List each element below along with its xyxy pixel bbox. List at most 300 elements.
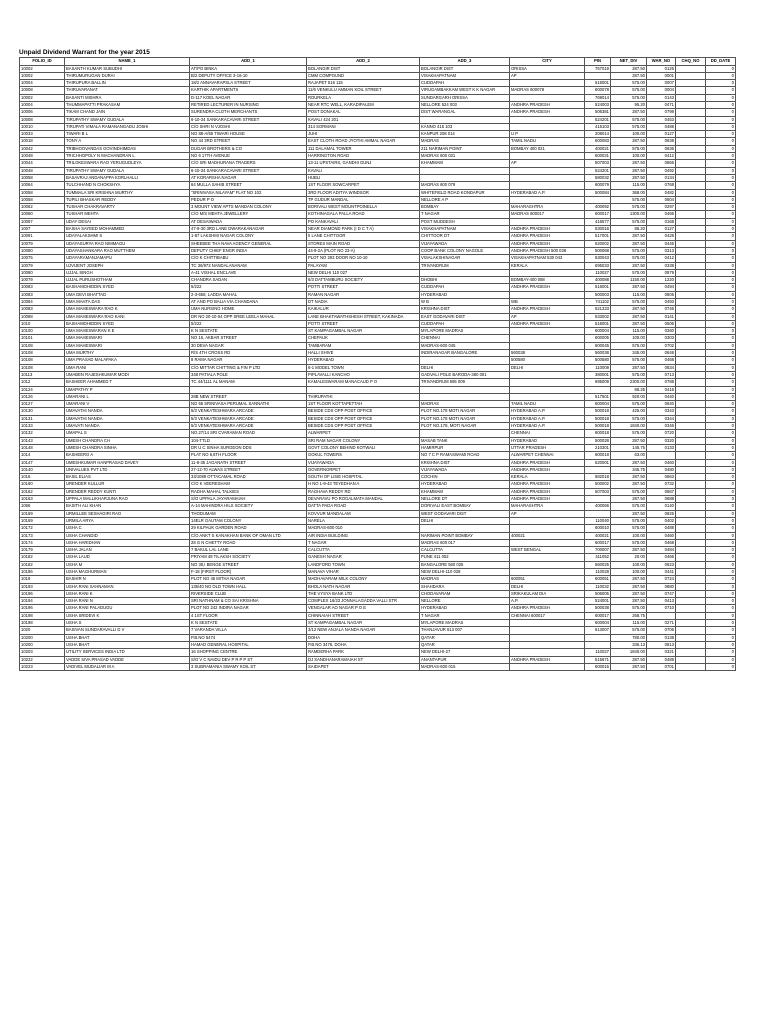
net-div-cell: 100.00 xyxy=(611,568,647,575)
war-no-cell: 0746 xyxy=(647,306,676,313)
table-row xyxy=(20,561,736,568)
pin-cell: 400066 xyxy=(585,503,611,510)
chq-no-cell xyxy=(676,430,706,437)
column-header: ADD_2 xyxy=(307,58,420,66)
chq-no-cell xyxy=(676,328,706,335)
address2-cell: EAST CLOTH ROAD JYOTHI AMMAL NAGAR xyxy=(307,138,420,145)
address1-cell: RADHA MAHAL TALKIES xyxy=(190,488,307,495)
address1-cell: AT DESAIWADA xyxy=(190,218,307,225)
address1-cell: 29 KILPAUK GARDEN ROAD xyxy=(190,525,307,532)
table-row xyxy=(20,335,736,342)
folio-cell: 1020 xyxy=(20,627,65,634)
chq-no-cell xyxy=(676,605,706,612)
folio-cell: 1066 xyxy=(20,503,65,510)
pin-cell: 415103 xyxy=(585,123,611,130)
name-cell: USHA S xyxy=(65,620,190,627)
city-cell: AP xyxy=(510,160,585,167)
address3-cell: NARIMAN POINT BOMBAY xyxy=(420,532,510,539)
chq-no-cell xyxy=(676,554,706,561)
address1-cell: UMA NURSING HOME xyxy=(190,306,307,313)
war-no-cell: 0710 xyxy=(647,605,676,612)
address3-cell: VISALAKSHINAGAR xyxy=(420,255,510,262)
table-row xyxy=(20,466,736,473)
folio-cell: 1016 xyxy=(20,474,65,481)
folio-cell: 10083 xyxy=(20,284,65,291)
chq-no-cell xyxy=(676,452,706,459)
dd-date-cell: 0 xyxy=(706,496,736,503)
name-cell: URMILA ARYA xyxy=(65,517,190,524)
table-row xyxy=(20,364,736,371)
column-header: CITY xyxy=(510,58,585,66)
address3-cell: CALCUTTA xyxy=(420,547,510,554)
address2-cell: RAJAPET 516 115 xyxy=(307,80,420,87)
name-cell: UMAVATHI NANDA xyxy=(65,415,190,422)
address1-cell: TC 44/1111 AL MANAM xyxy=(190,379,307,386)
table-row xyxy=(20,401,736,408)
dd-date-cell: 0 xyxy=(706,371,736,378)
pin-cell: 416577 xyxy=(585,218,611,225)
city-cell: ANDHRA PRADESH 500 036 xyxy=(510,247,585,254)
folio-cell: 10133 xyxy=(20,423,65,430)
address3-cell: POST MUDDESH xyxy=(420,218,510,225)
address3-cell: MADRAS-600 015 xyxy=(420,663,510,670)
city-cell: ANDHRA PRADESH xyxy=(510,101,585,108)
name-cell: USHA BHAT xyxy=(65,641,190,648)
address3-cell: CHODAVARAM xyxy=(420,590,510,597)
address1-cell: C/O M/S MEHTA JEWELLERY xyxy=(190,211,307,218)
city-cell xyxy=(510,167,585,174)
folio-cell: 10147 xyxy=(20,459,65,466)
address2-cell: POST DONAKAL xyxy=(307,109,420,116)
city-cell: WEST BENGAL xyxy=(510,547,585,554)
pin-cell: 767019 xyxy=(585,65,611,72)
address3-cell: COCHIN xyxy=(420,474,510,481)
pin-cell: 600078 xyxy=(585,87,611,94)
pin-cell: 110040 xyxy=(585,517,611,524)
pin-cell: 500068 xyxy=(585,247,611,254)
war-no-cell: 0428 xyxy=(647,233,676,240)
folio-cell: 10075 xyxy=(20,255,65,262)
city-cell xyxy=(510,218,585,225)
net-div-cell: 287.50 xyxy=(611,576,647,583)
name-cell: UMA MAHESWARI xyxy=(65,342,190,349)
table-row xyxy=(20,284,736,291)
name-cell: UMA MAHESWARA RAO KANI xyxy=(65,313,190,320)
dd-date-cell: 0 xyxy=(706,335,736,342)
name-cell: TIRUPATI VIMALA RAMANANGADU JOSHI xyxy=(65,123,190,130)
city-cell: MADRAS 600078 xyxy=(510,87,585,94)
name-cell: USHA HARIDHAN xyxy=(65,539,190,546)
name-cell: TUSHAR MEHTA xyxy=(65,211,190,218)
pin-cell: 500084 xyxy=(585,189,611,196)
pin-cell: 517001 xyxy=(585,233,611,240)
net-div-cell: 100.00 xyxy=(611,131,647,138)
chq-no-cell xyxy=(676,226,706,233)
dd-date-cell: 0 xyxy=(706,510,736,517)
address2-cell: NEAR RTC WELL, KARADIPALEM xyxy=(307,101,420,108)
address1-cell: 3 MOUNT VIEW APTS MANDAN COLONY xyxy=(190,204,307,211)
address1-cell: 28 G N CHETTY ROAD xyxy=(190,539,307,546)
pin-cell: 500038 xyxy=(585,605,611,612)
city-cell: ANDHRA PRADESH xyxy=(510,459,585,466)
chq-no-cell xyxy=(676,539,706,546)
net-div-cell: 1150.00 xyxy=(611,277,647,284)
net-div-cell: 287.50 xyxy=(611,481,647,488)
war-no-cell: 0143 xyxy=(647,94,676,101)
dd-date-cell: 0 xyxy=(706,320,736,327)
folio-cell: 10058 xyxy=(20,174,65,181)
address3-cell: KHAMMAM xyxy=(420,488,510,495)
header-row xyxy=(20,58,736,66)
folio-cell: 10048 xyxy=(20,167,65,174)
net-div-cell: 287.50 xyxy=(611,174,647,181)
address1-cell: DUGAR BROTHERS & CO xyxy=(190,145,307,152)
dd-date-cell: 0 xyxy=(706,109,736,116)
net-div-cell: 287.50 xyxy=(611,590,647,597)
city-cell: 400021 xyxy=(510,532,585,539)
war-no-cell: 0482 xyxy=(647,189,676,196)
name-cell: UDAY DESAI xyxy=(65,218,190,225)
address3-cell: NELLORE A P xyxy=(420,196,510,203)
folio-cell: 10083 xyxy=(20,306,65,313)
net-div-cell: 100.00 xyxy=(611,335,647,342)
column-header: FOLIO_ID xyxy=(20,58,65,66)
address1-cell: A-14 MAHINDRA HILS SOCIETY xyxy=(190,503,307,510)
table-row xyxy=(20,87,736,94)
net-div-cell: 345.00 xyxy=(611,350,647,357)
folio-cell: 10101 xyxy=(20,335,65,342)
chq-no-cell xyxy=(676,568,706,575)
column-header: NAME_1 xyxy=(65,58,190,66)
war-no-cell: 0494 xyxy=(647,284,676,291)
war-no-cell: 0460 xyxy=(647,459,676,466)
city-cell: UTTAR PRADESH xyxy=(510,444,585,451)
dd-date-cell: 0 xyxy=(706,101,736,108)
city-cell: HYDERABAD A.P. xyxy=(510,415,585,422)
address1-cell: 47-9-30 3RD LANE DWARAKANAGAR xyxy=(190,226,307,233)
folio-cell: 10088 xyxy=(20,313,65,320)
city-cell: 560038 xyxy=(510,350,585,357)
address1-cell: F-18 (FIRST FLOOR) xyxy=(190,568,307,575)
address3-cell xyxy=(420,430,510,437)
address2-cell: DJ SANDHANARAMAIAH ST xyxy=(307,656,420,663)
address2-cell: POTTI STREET xyxy=(307,320,420,327)
page-title: Unpaid Dividend Warrant for the year 2015 xyxy=(19,49,150,56)
table-row xyxy=(20,641,736,648)
chq-no-cell xyxy=(676,269,706,276)
pin-cell: 516001 xyxy=(585,320,611,327)
city-cell: SRIKAKULAM DIA xyxy=(510,590,585,597)
column-header: ADD_3 xyxy=(420,58,510,66)
net-div-cell: 575.00 xyxy=(611,87,647,94)
pin-cell: 400092 xyxy=(585,204,611,211)
net-div-cell: 115.00 xyxy=(611,182,647,189)
war-no-cell: 0313 xyxy=(647,247,676,254)
folio-cell: 10162 xyxy=(20,488,65,495)
city-cell xyxy=(510,182,585,189)
address2-cell: BOLANGIR DIST xyxy=(307,65,420,72)
dd-date-cell: 0 xyxy=(706,408,736,415)
address2-cell: PO KANKAVALI xyxy=(307,218,420,225)
name-cell: USHA BHAT xyxy=(65,634,190,641)
chq-no-cell xyxy=(676,401,706,408)
dd-date-cell: 0 xyxy=(706,386,736,393)
address2-cell: BESIDE CDS OPP POST OFFICE xyxy=(307,423,420,430)
address2-cell: DEVARAVU PO ROGALMATA MANDAL xyxy=(307,496,420,503)
war-no-cell: 0488 xyxy=(647,123,676,130)
address2-cell: PLOT NO 293 DOOR NO 10-10 xyxy=(307,255,420,262)
city-cell xyxy=(510,561,585,568)
address1-cell: 11-8-36 JAGANATH STREET xyxy=(190,459,307,466)
dd-date-cell: 0 xyxy=(706,291,736,298)
dd-date-cell: 0 xyxy=(706,649,736,656)
address3-cell: WHITEFIELD ROAD KONDAPUR xyxy=(420,189,510,196)
net-div-cell: 575.00 xyxy=(611,255,647,262)
war-no-cell: 0343 xyxy=(647,408,676,415)
city-cell: MAHARASHTRA xyxy=(510,503,585,510)
name-cell: TULCHHAND N CHOKSHYA xyxy=(65,182,190,189)
table-row xyxy=(20,634,736,641)
chq-no-cell xyxy=(676,598,706,605)
address2-cell: KAMALESWARAM MANACAUD P O xyxy=(307,379,420,386)
address3-cell: NEW DELHI-110 028 xyxy=(420,568,510,575)
table-row xyxy=(20,612,736,619)
address2-cell: TP GUDUR MANDAL xyxy=(307,196,420,203)
table-row xyxy=(20,430,736,437)
folio-cell: 10200 xyxy=(20,634,65,641)
name-cell: TRILOKESWARA RAO YERUGUDLEYA xyxy=(65,160,190,167)
address2-cell: AIR INDIA BUILDING xyxy=(307,532,420,539)
table-row xyxy=(20,291,736,298)
war-no-cell: 0640 xyxy=(647,401,676,408)
name-cell: USHA MAGHURMAN xyxy=(65,568,190,575)
address2-cell: SRI RAM NAGAR COLONY xyxy=(307,437,420,444)
chq-no-cell xyxy=(676,393,706,400)
chq-no-cell xyxy=(676,612,706,619)
address2-cell: GANESH NAGAR xyxy=(307,554,420,561)
dd-date-cell: 0 xyxy=(706,182,736,189)
net-div-cell: 1840.00 xyxy=(611,423,647,430)
war-no-cell: 0724 xyxy=(647,576,676,583)
chq-no-cell xyxy=(676,123,706,130)
pin-cell: 506381 xyxy=(585,109,611,116)
address2-cell: VENGALAR AO NAGAR P O E xyxy=(307,605,420,612)
name-cell: UDAYASHANKARA RAO MUTTHEM xyxy=(65,247,190,254)
address2-cell: LANE BHAKTAWATHSHESH STREET, KAKINADA xyxy=(307,313,420,320)
chq-no-cell xyxy=(676,277,706,284)
table-row xyxy=(20,277,736,284)
address2-cell: MADHAVARAM MILK COLONY xyxy=(307,576,420,583)
war-no-cell: 0466 xyxy=(647,554,676,561)
address2-cell: BESIDE CDS OPP POST OFFICE xyxy=(307,408,420,415)
address1-cell: 5/222 xyxy=(190,284,307,291)
table-row xyxy=(20,182,736,189)
address1-cell: NO 88-A/65 TIWARI HOUSE xyxy=(190,131,307,138)
address1-cell: C/O MITTAR CHITTING & FIN P LTD xyxy=(190,364,307,371)
dd-date-cell: 0 xyxy=(706,401,736,408)
address3-cell: MYLAPORE MADRAS xyxy=(420,328,510,335)
address2-cell: RAGHAVA REDDY RD xyxy=(307,488,420,495)
city-cell: HYDERABAD xyxy=(510,437,585,444)
pin-cell: 613007 xyxy=(585,627,611,634)
chq-no-cell xyxy=(676,481,706,488)
chq-no-cell xyxy=(676,547,706,554)
name-cell: UMABEN RAJESHKUMAR MODI xyxy=(65,371,190,378)
address1-cell: RETIRED LECTURER IN NURSING xyxy=(190,101,307,108)
address2-cell: VIJAYAWADA xyxy=(307,459,420,466)
folio-cell: 10172 xyxy=(20,525,65,532)
address3-cell: KANPUR 208 014 xyxy=(420,131,510,138)
name-cell: UMA MAHTA DAS xyxy=(65,299,190,306)
folio-cell: 10008 xyxy=(20,116,65,123)
pin-cell: 600045 xyxy=(585,342,611,349)
name-cell: TUMMALA SRI KRISHNA MURTHY xyxy=(65,189,190,196)
war-no-cell: 0492 xyxy=(647,167,676,174)
net-div-cell: 575.00 xyxy=(611,605,647,612)
war-no-cell: 0488 xyxy=(647,525,676,532)
city-cell: ANDHRA PRADESH xyxy=(510,488,585,495)
address1-cell: PEDUR P O xyxy=(190,196,307,203)
pin-cell: 506005 xyxy=(585,590,611,597)
pin-cell: 695009 xyxy=(585,379,611,386)
folio-cell: 10002 xyxy=(20,65,65,72)
city-cell: ANDHRA PRADESH xyxy=(510,481,585,488)
chq-no-cell xyxy=(676,503,706,510)
war-no-cell: 0702 xyxy=(647,342,676,349)
folio-cell: 10067 xyxy=(20,218,65,225)
dd-date-cell: 0 xyxy=(706,539,736,546)
folio-cell: 1010 xyxy=(20,320,65,327)
net-div-cell: 575.00 xyxy=(611,503,647,510)
name-cell: UMAVATI NANDA xyxy=(65,423,190,430)
name-cell: USHA RANI K xyxy=(65,590,190,597)
net-div-cell: 575.00 xyxy=(611,247,647,254)
chq-no-cell xyxy=(676,357,706,364)
dd-date-cell: 0 xyxy=(706,634,736,641)
net-div-cell: 368.00 xyxy=(611,189,647,196)
dd-date-cell: 0 xyxy=(706,72,736,79)
chq-no-cell xyxy=(676,255,706,262)
war-no-cell: 0321 xyxy=(647,649,676,656)
address1-cell: PLOT NO 242 INDIRA NAGAR xyxy=(190,605,307,612)
city-cell xyxy=(510,379,585,386)
war-no-cell: 0141 xyxy=(647,313,676,320)
chq-no-cell xyxy=(676,116,706,123)
city-cell xyxy=(510,123,585,130)
dd-date-cell: 0 xyxy=(706,255,736,262)
address1-cell: C/O K VEERESHAM xyxy=(190,481,307,488)
table-row xyxy=(20,131,736,138)
net-div-cell: 575.00 xyxy=(611,342,647,349)
chq-no-cell xyxy=(676,379,706,386)
dd-date-cell: 0 xyxy=(706,598,736,605)
table-row xyxy=(20,510,736,517)
chq-no-cell xyxy=(676,590,706,597)
city-cell xyxy=(510,80,585,87)
pin-cell: 517501 xyxy=(585,393,611,400)
name-cell: VADDE SIVA PRASAD VADDE xyxy=(65,656,190,663)
address2-cell: SOUTH OF LISIE HOSPITAL xyxy=(307,474,420,481)
dd-date-cell: 0 xyxy=(706,94,736,101)
name-cell: UMA MURTHY xyxy=(65,350,190,357)
name-cell: UMAPATHY P xyxy=(65,386,190,393)
city-cell: ALWARPET CHENNAI xyxy=(510,452,585,459)
city-cell: 500580 xyxy=(510,357,585,364)
address2-cell: 111 DALAMAL TOWER xyxy=(307,145,420,152)
address1-cell: 28B NEW STREET xyxy=(190,393,307,400)
pin-cell: 516001 xyxy=(585,284,611,291)
address1-cell: TC 36/973 NANDALANANAM xyxy=(190,262,307,269)
column-header: CHQ_NO xyxy=(676,58,706,66)
city-cell xyxy=(510,328,585,335)
city-cell xyxy=(510,634,585,641)
war-no-cell: 0344 xyxy=(647,415,676,422)
address1-cell: 5/3 VENKATESHWARA ARCADE xyxy=(190,408,307,415)
net-div-cell: 575.00 xyxy=(611,525,647,532)
net-div-cell: 287.50 xyxy=(611,663,647,670)
net-div-cell: 95.20 xyxy=(611,101,647,108)
address1-cell: KARTHIK APARTMENTS xyxy=(190,87,307,94)
table-row xyxy=(20,269,736,276)
net-div-cell: 115.00 xyxy=(611,620,647,627)
pin-cell: 600004 xyxy=(585,401,611,408)
folio-cell: 10130 xyxy=(20,408,65,415)
name-cell: THUMMAPATTI PRAKASAM xyxy=(65,101,190,108)
name-cell: BASIL ELIAS xyxy=(65,474,190,481)
dd-date-cell: 0 xyxy=(706,605,736,612)
address1-cell: NO.27/14 SRI CVARAMAN ROAD xyxy=(190,430,307,437)
war-no-cell: 0004 xyxy=(647,87,676,94)
war-no-cell: 0140 xyxy=(647,503,676,510)
address1-cell: 8 RAMA NAGAR xyxy=(190,357,307,364)
net-div-cell: 100.00 xyxy=(611,532,647,539)
address3-cell: HAMIRPUR xyxy=(420,444,510,451)
name-cell: TIRUPATHY SWAMY GUDALA xyxy=(65,167,190,174)
address1-cell: AT/PO BINKA xyxy=(190,65,307,72)
address1-cell: "SRINIVASA NILAYAM" FLAT NO 102 xyxy=(190,189,307,196)
folio-cell: 10108 xyxy=(20,350,65,357)
address2-cell: THIRUPATHI xyxy=(307,393,420,400)
folio-cell: 10222 xyxy=(20,656,65,663)
name-cell: UTILITY SERVICES INDIA LTD xyxy=(65,649,190,656)
net-div-cell: 575.00 xyxy=(611,488,647,495)
address3-cell: PLOT NO.178, MOTI NAGAR xyxy=(420,423,510,430)
address1-cell: 18/2 ANNAVARAPSLA STREET xyxy=(190,80,307,87)
net-div-cell: 345.75 xyxy=(611,466,647,473)
table-row xyxy=(20,328,736,335)
address3-cell xyxy=(420,174,510,181)
address1-cell: K N SESTATE xyxy=(190,620,307,627)
address1-cell: 5/3 VENKATESHWARA ARCADE xyxy=(190,415,307,422)
address3-cell: KRISHNA DIST xyxy=(420,459,510,466)
net-div-cell: 287.50 xyxy=(611,65,647,72)
address3-cell: MADRAS xyxy=(420,138,510,145)
pin-cell xyxy=(585,634,611,641)
war-no-cell: 0706 xyxy=(647,627,676,634)
war-no-cell: 0667 xyxy=(647,488,676,495)
address3-cell xyxy=(420,386,510,393)
address1-cell: 104-TTLD xyxy=(190,437,307,444)
address1-cell: C/O SHRI N VJOSHI xyxy=(190,123,307,130)
net-div-cell: 287.50 xyxy=(611,364,647,371)
net-div-cell: 287.50 xyxy=(611,306,647,313)
dd-date-cell: 0 xyxy=(706,211,736,218)
name-cell: UMESH CHANDRA SINHA xyxy=(65,444,190,451)
table-row xyxy=(20,459,736,466)
net-div-cell: 2300.00 xyxy=(611,379,647,386)
folio-cell: 10148 xyxy=(20,444,65,451)
address3-cell: 211 NARIMAN POINT xyxy=(420,145,510,152)
